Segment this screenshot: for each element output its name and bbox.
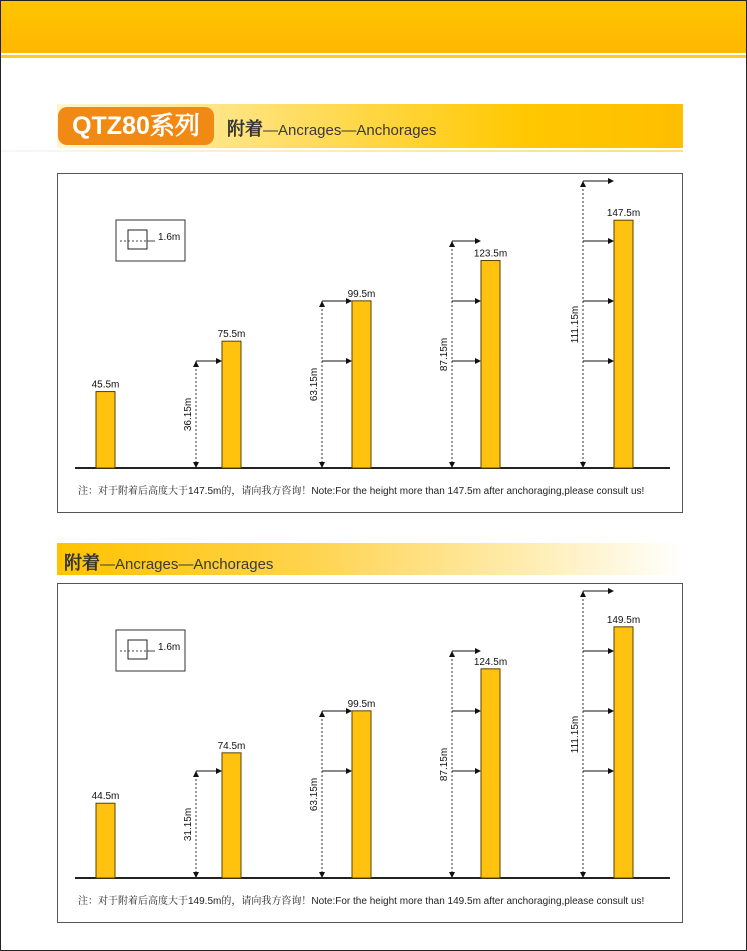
- section-title-en: —Ancrages—Anchorages: [100, 556, 274, 573]
- mast-5: [570, 591, 640, 878]
- mast-bar: [96, 392, 115, 468]
- mast-1: [92, 380, 120, 468]
- mast-bar: [352, 301, 371, 468]
- page-title: [227, 115, 436, 141]
- mast-4: [439, 651, 507, 878]
- mast-height-label: 123.5m: [473, 248, 508, 260]
- mast-height-label: 147.5m: [606, 208, 641, 220]
- legend-width-label: 1.6m: [158, 642, 181, 653]
- top-color-band: [1, 1, 746, 53]
- mast-height-label: 45.5m: [91, 379, 120, 391]
- anchor-span-label: 111.15m: [570, 305, 581, 344]
- anchor-span-label: 31.15m: [183, 807, 194, 842]
- mast-height-label: 99.5m: [347, 698, 376, 710]
- mast-bar: [614, 220, 633, 468]
- mast-3: [309, 289, 375, 468]
- anchor-span-label: 87.15m: [439, 747, 450, 782]
- mast-section-square: [128, 640, 147, 659]
- legend-width-label: 1.6m: [158, 232, 181, 243]
- anchorage-diagram-1: [57, 173, 683, 513]
- anchorage-diagram-1-graphic: [58, 174, 682, 474]
- mast-3: [309, 699, 375, 878]
- mast-height-label: 149.5m: [606, 614, 641, 626]
- mast-height-label: 75.5m: [217, 329, 246, 341]
- anchor-span-label: 36.15m: [183, 397, 194, 432]
- anchorage-diagram-2-graphic: [58, 584, 682, 884]
- mast-height-label: 124.5m: [473, 656, 508, 668]
- mast-bar: [352, 711, 371, 878]
- section-title-cn: 附着: [64, 553, 100, 573]
- legend-box: [116, 220, 185, 261]
- diagram-note: 注：对于附着后高度大于147.5m的，请向我方咨询！Note:For the height more than 147.5m after anchoraging,please consult us!: [78, 486, 645, 497]
- mast-bar: [614, 627, 633, 878]
- mast-1: [92, 791, 120, 878]
- section-title: [64, 549, 273, 575]
- mast-bar: [481, 669, 500, 878]
- page-title-cn: 附着: [227, 119, 263, 139]
- mast-bar: [96, 803, 115, 878]
- title-rule: [1, 150, 683, 152]
- anchorage-diagram-2: [57, 583, 683, 923]
- anchor-span-label: 87.15m: [439, 337, 450, 372]
- top-band-stripe: [1, 55, 746, 58]
- legend-box: [116, 630, 185, 671]
- mast-section-square: [128, 230, 147, 249]
- mast-bar: [481, 261, 500, 468]
- mast-height-label: 44.5m: [91, 791, 120, 803]
- mast-bar: [222, 753, 241, 878]
- mast-2: [183, 741, 245, 878]
- mast-height-label: 74.5m: [217, 740, 246, 752]
- anchor-span-label: 63.15m: [309, 777, 320, 812]
- mast-2: [183, 329, 245, 468]
- page-title-en: —Ancrages—Anchorages: [263, 122, 437, 139]
- mast-height-label: 99.5m: [347, 288, 376, 300]
- mast-5: [570, 181, 640, 468]
- diagram-note: 注：对于附着后高度大于149.5m的，请向我方咨询！Note:For the height more than 149.5m after anchoraging,please consult us!: [78, 896, 645, 907]
- mast-4: [439, 241, 507, 468]
- series-badge: QTZ80系列: [58, 107, 214, 145]
- anchor-span-label: 63.15m: [309, 367, 320, 402]
- mast-bar: [222, 341, 241, 468]
- anchor-span-label: 111.15m: [570, 715, 581, 754]
